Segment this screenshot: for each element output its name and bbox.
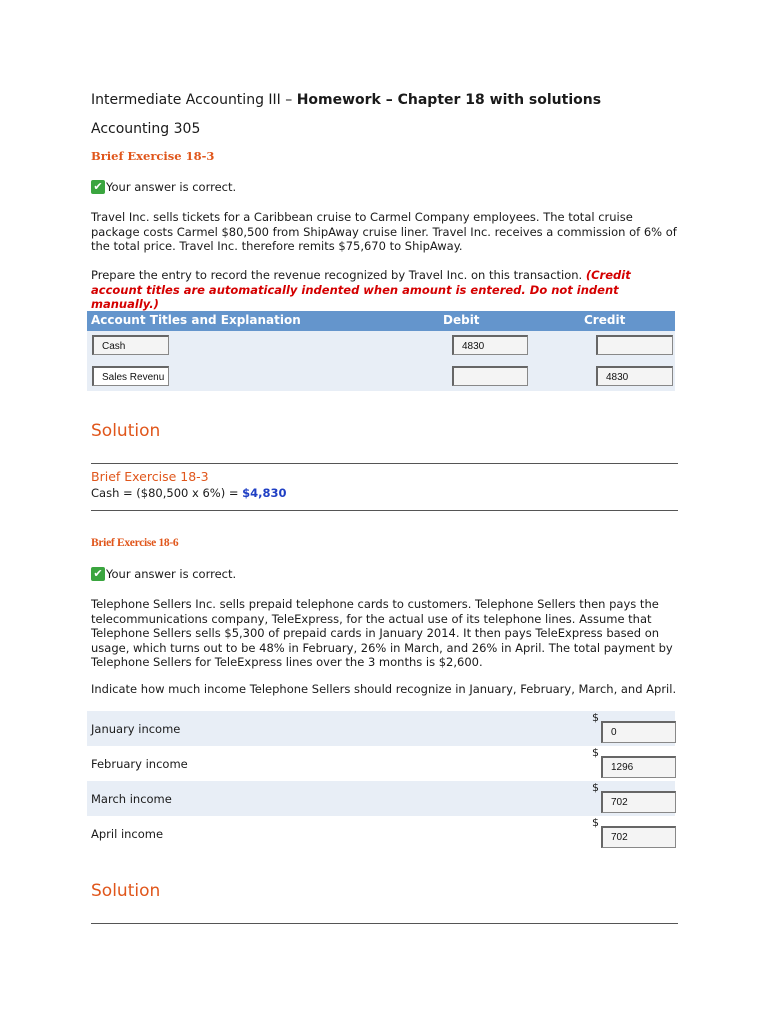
correct-text: Your answer is correct. xyxy=(106,567,237,581)
currency-symbol: $ xyxy=(592,816,599,829)
debit-input[interactable]: 4830 xyxy=(452,335,528,355)
exercise-description: Travel Inc. sells tickets for a Caribbean cruise to Carmel Company employees. The total cruise package costs Carmel $80,500 from ShipAway cruise liner. Travel Inc. receives a commission of 6% of the total price. Travel Inc. therefore remits $75,670 to ShipAway. xyxy=(91,210,677,253)
exercise-prompt xyxy=(91,268,681,312)
currency-symbol: $ xyxy=(592,746,599,759)
solution-heading: Solution xyxy=(91,881,161,901)
income-row xyxy=(87,711,675,746)
exercise-description: Telephone Sellers Inc. sells prepaid telephone cards to customers. Telephone Sellers then pays the telecommunications company, TeleExpress, for the actual use of its telephone lines. Assume that Telephone Sellers sells $5,300 of prepaid cards in January 2014. It then pays TeleExpress based on usage, which turns out to be 48% in February, 26% in March, and 26% in April. The total payment by Telephone Sellers for TeleExpress lines over the 3 months is $2,600. xyxy=(91,597,673,669)
income-input[interactable]: 702 xyxy=(601,791,676,813)
exercise-prompt: Indicate how much income Telephone Sellers should recognize in January, February, March, and April. xyxy=(91,682,677,696)
exercise-heading: Brief Exercise 18-3 xyxy=(91,149,215,163)
income-input[interactable]: 0 xyxy=(601,721,676,743)
income-label: April income xyxy=(91,827,164,841)
title-prefix: Intermediate Accounting III – xyxy=(91,92,297,108)
journal-row xyxy=(87,361,675,391)
credit-input[interactable] xyxy=(596,335,673,355)
checkmark-icon: ✔ xyxy=(91,180,105,194)
income-row xyxy=(87,781,675,816)
currency-symbol: $ xyxy=(592,711,599,724)
solution-heading: Solution xyxy=(91,421,161,441)
correct-message xyxy=(91,180,236,194)
col-debit: Debit xyxy=(443,313,480,327)
divider xyxy=(91,463,678,464)
journal-table-header xyxy=(87,311,675,331)
journal-row xyxy=(87,331,675,361)
correct-message xyxy=(91,567,236,581)
exercise-heading: Brief Exercise 18-6 xyxy=(91,537,179,549)
col-credit: Credit xyxy=(584,313,626,327)
income-label: January income xyxy=(91,722,181,736)
page-title xyxy=(91,92,601,108)
income-label: February income xyxy=(91,757,188,771)
prompt-note: (Credit account titles are automatically indented when amount is entered. Do not indent manually.) xyxy=(91,268,631,311)
currency-symbol: $ xyxy=(592,781,599,794)
income-row xyxy=(87,746,675,781)
income-input[interactable]: 1296 xyxy=(601,756,676,778)
credit-input[interactable]: 4830 xyxy=(596,366,673,386)
prompt-text: Prepare the entry to record the revenue recognized by Travel Inc. on this transaction. xyxy=(91,268,583,282)
divider xyxy=(91,923,678,924)
checkmark-icon: ✔ xyxy=(91,567,105,581)
income-label: March income xyxy=(91,792,172,806)
account-title-input[interactable]: Cash xyxy=(92,335,169,355)
calculation-text: Cash = ($80,500 x 6%) = xyxy=(91,486,243,500)
solution-subheading: Brief Exercise 18-3 xyxy=(91,469,209,484)
income-row xyxy=(87,816,675,851)
calculation-result: $4,830 xyxy=(242,486,287,500)
divider xyxy=(91,510,678,511)
debit-input[interactable] xyxy=(452,366,528,386)
correct-text: Your answer is correct. xyxy=(106,180,237,194)
course-name: Accounting 305 xyxy=(91,121,201,137)
income-input[interactable]: 702 xyxy=(601,826,676,848)
account-title-input[interactable]: Sales Revenu xyxy=(92,366,169,386)
col-account: Account Titles and Explanation xyxy=(91,313,301,327)
solution-calculation xyxy=(91,486,287,500)
title-bold: Homework – Chapter 18 with solutions xyxy=(296,92,602,108)
